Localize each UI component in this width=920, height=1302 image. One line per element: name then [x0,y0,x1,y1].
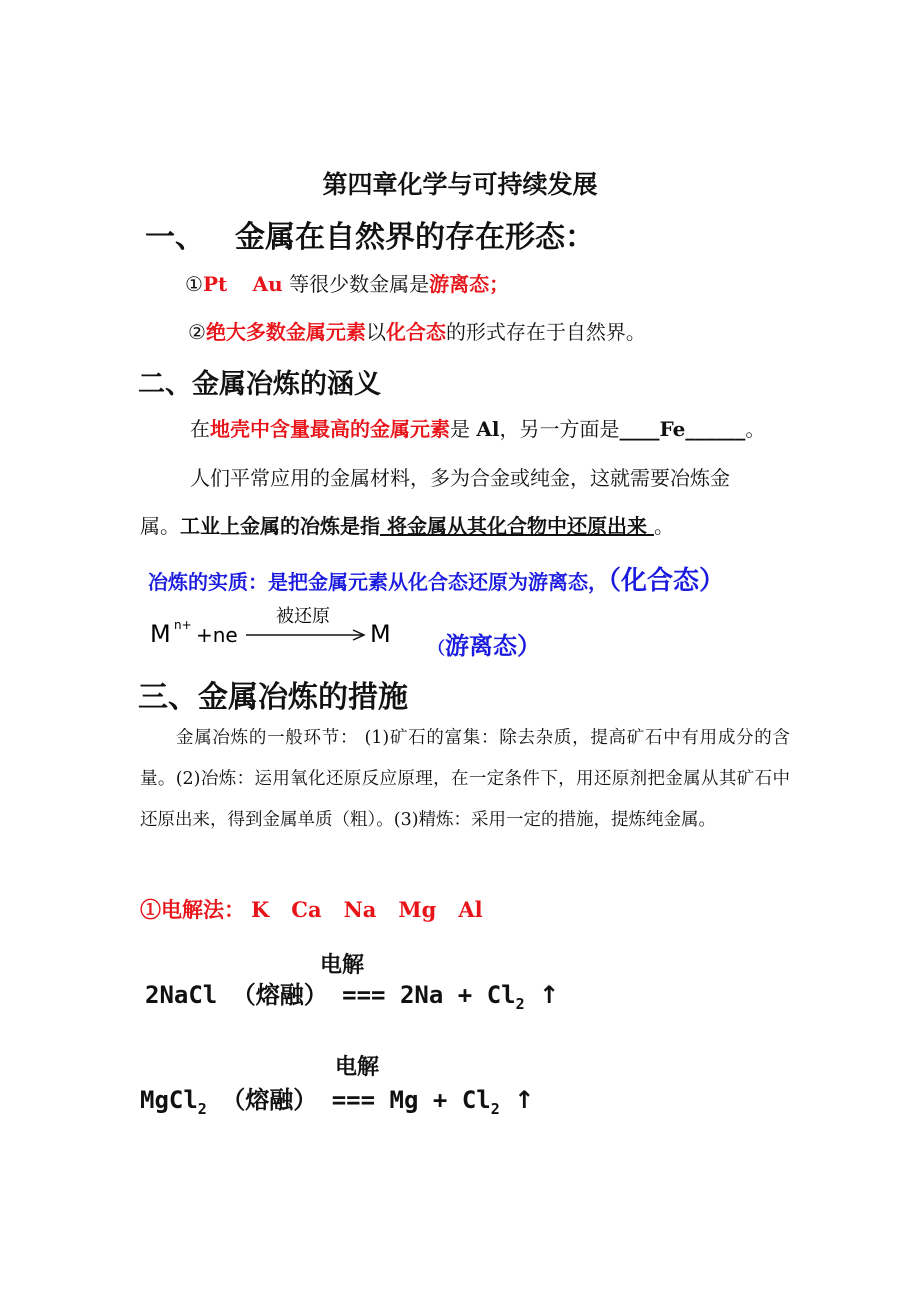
section2-heading: 二、金属冶炼的涵义 [138,369,381,400]
suffix-open: （ [428,639,445,659]
free-state-label [428,626,541,661]
p1-mid: 是 [450,417,470,441]
metal-al: Al [458,897,483,922]
mgcl2-electrolysis-equation [140,1080,534,1118]
section1-number: 一、 [145,220,205,255]
eq2-reactant-subscript: 2 [197,1099,207,1118]
section1-heading [145,212,595,256]
circle-one-marker: ① [185,272,203,296]
nacl-electrolysis-equation [145,975,559,1013]
eq2-condition: 电解 [335,1055,380,1080]
metal-au: Au [252,272,283,296]
page-title: 第四章化学与可持续发展 [322,170,598,199]
eq1-product2: Cl [486,981,516,1009]
crust-metal-text: 地壳中含量最高的金属元素 [210,417,450,441]
up-arrow-icon: ↑ [539,981,560,1009]
eq1-reactant: 2NaCl （熔融） [145,981,328,1009]
section2-essence [148,560,725,597]
p1-pre: 在 [190,417,210,441]
eq1-subscript: 2 [515,994,525,1013]
line1-mid-text: 等很少数金属是 [289,272,430,296]
reduction-equation [148,602,418,652]
eq2-equals: === [331,1086,376,1114]
up-arrow-icon: ↑ [514,1086,535,1114]
suffix-text: 游离态） [445,632,541,660]
section1-line1 [185,268,509,297]
eq2-plus: + [432,1086,448,1114]
eq2-state: （熔融） [221,1086,318,1114]
metal-pt: Pt [202,272,228,296]
electrolysis-label: ①电解法： [140,897,245,922]
p1-end: 。 [745,417,766,441]
essence-text: 冶炼的实质：是把金属元素从化合态还原为游离态， [148,570,608,594]
line2-tail-text: 的形式存在于自然界。 [445,320,646,344]
eq2-subscript: 2 [490,1099,500,1118]
p1-mid2: ，另一方面是 [499,417,620,441]
al-text: Al [476,417,500,441]
metal-na: Na [343,897,377,922]
section2-p3 [140,510,674,539]
metal-k: K [251,897,270,922]
eq1-equals: === [342,981,386,1009]
smelting-steps-paragraph: 金属冶炼的一般环节： (1)矿石的富集：除去杂质，提高矿石中有用成分的含量。(2)冶炼：运用氧化还原反应原理，在一定条件下，用还原剂把金属从其矿石中还原出来，得到金属单质（粗）。(3)精炼：采用一定的措施，提炼纯金属。 [140,728,790,830]
electrolysis-metals [245,897,483,922]
section1-line2 [188,316,646,345]
section1-heading-text: 金属在自然界的存在形态： [235,220,595,255]
eq2-product2: Cl [461,1086,491,1114]
eq1-condition: 电解 [320,953,365,978]
eq0-arrow-label: 被还原 [276,606,330,627]
free-state-text: 游离态； [429,272,510,296]
fe-text: Fe [659,417,686,441]
eq0-electrons: +ne [196,623,238,647]
eq1-product1: 2Na [399,981,444,1009]
smelting-definition-label: 工业上金属的冶炼是指 [180,514,380,538]
blank-1: ____ [619,417,660,441]
eq0-charge: n+ [174,618,192,632]
section3-heading: 三、金属冶炼的措施 [138,680,408,715]
p3-end: 。 [653,514,674,538]
metal-ca: Ca [291,897,322,922]
compound-state-text: 化合态 [385,320,446,344]
most-metals-text: 绝大多数金属元素 [205,320,366,344]
section2-p2: 人们平常应用的金属材料，多为合金或纯金，这就需要冶炼金 [190,466,730,490]
electrolysis-method [140,894,483,924]
compound-state-label: （化合态） [608,566,726,596]
eq1-plus: + [457,981,473,1009]
smelting-definition: 将金属从其化合物中还原出来 [380,514,654,538]
eq2-reactant: MgCl [140,1086,198,1114]
metal-mg: Mg [398,897,437,922]
eq0-metal-ion: M [150,620,171,648]
section2-p1 [190,413,765,442]
eq0-metal: M [370,620,391,648]
blank-2: ______ [685,417,746,441]
line2-mid-text: 以 [365,320,386,344]
eq2-product1: Mg [389,1086,419,1114]
circle-two-marker: ② [188,320,206,344]
p3-pre: 属。 [140,514,180,538]
